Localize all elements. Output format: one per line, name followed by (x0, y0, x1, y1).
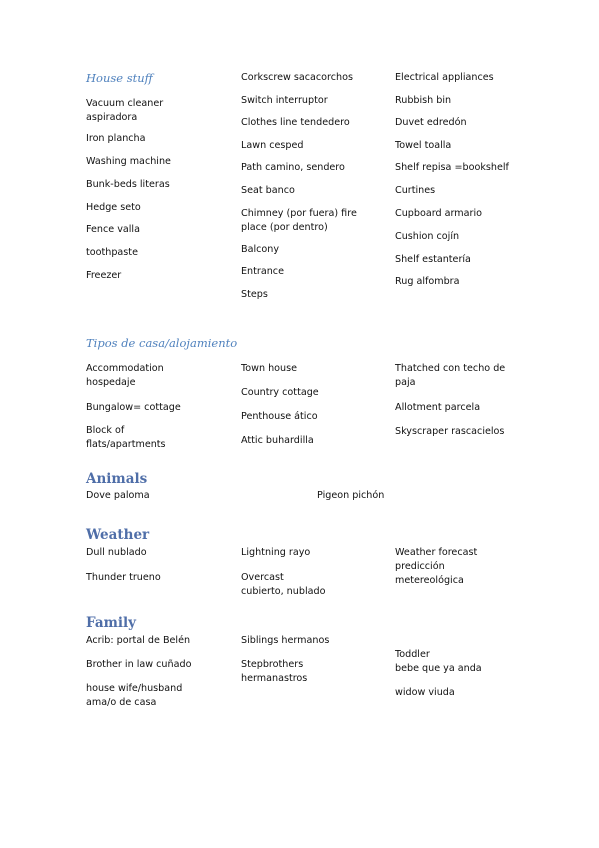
list-item: Thatched con techo de paja (395, 363, 506, 388)
list-item: Path camino, sendero (241, 162, 345, 173)
list-item: Attic buhardilla (241, 435, 314, 446)
list-item: Freezer (86, 270, 122, 281)
list-item: Corkscrew sacacorchos (241, 72, 354, 83)
list-item: Lightning rayo (241, 547, 311, 558)
animals-heading: Animals (86, 471, 148, 487)
list-item: Acrib: portal de Belén (86, 635, 191, 646)
list-item: Clothes line tendedero (241, 117, 350, 128)
house-stuff-heading: House stuff (86, 71, 153, 85)
list-item: Washing machine (86, 156, 171, 167)
list-item: Stepbrothers hermanastros (241, 659, 308, 684)
list-item: Switch interruptor (241, 95, 328, 106)
list-item: Dull nublado (86, 547, 147, 558)
list-item: Skyscraper rascacielos (395, 426, 505, 437)
list-item: Cupboard armario (395, 208, 482, 219)
list-item: toothpaste (86, 247, 138, 258)
list-item: Electrical appliances (395, 72, 494, 83)
list-item: Allotment parcela (395, 402, 481, 413)
weather-heading: Weather (86, 527, 150, 543)
family-heading: Family (86, 615, 136, 631)
list-item: Dove paloma (86, 490, 150, 501)
list-item: Rug alfombra (395, 276, 460, 287)
list-item: Toddler bebe que ya anda (395, 649, 482, 674)
list-item: Duvet edredón (395, 117, 467, 128)
list-item: Overcast cubierto, nublado (241, 572, 326, 597)
list-item: Rubbish bin (395, 95, 452, 106)
list-item: Lawn cesped (241, 140, 304, 151)
list-item: Pigeon pichón (317, 490, 385, 501)
list-item: Accommodation hospedaje (86, 363, 164, 388)
list-item: Chimney (por fuera) fire place (por dentro) (241, 208, 357, 233)
list-item: Thunder trueno (86, 572, 161, 583)
list-item: Iron plancha (86, 133, 146, 144)
list-item: house wife/husband ama/o de casa (86, 683, 183, 708)
list-item: Penthouse ático (241, 411, 318, 422)
list-item: Bunk-beds literas (86, 179, 170, 190)
list-item: Shelf repisa =bookshelf (395, 162, 509, 173)
list-item: Block of flats/apartments (86, 425, 166, 450)
list-item: Brother in law cuñado (86, 659, 192, 670)
list-item: Shelf estantería (395, 254, 471, 265)
list-item: Balcony (241, 244, 280, 255)
list-item: Cushion cojín (395, 231, 460, 242)
list-item: Town house (241, 363, 298, 374)
list-item: Weather forecast predicción metereológica (395, 547, 478, 586)
list-item: Country cottage (241, 387, 319, 398)
list-item: Fence valla (86, 224, 140, 235)
tipos-heading: Tipos de casa/alojamiento (86, 336, 238, 350)
list-item: Siblings hermanos (241, 635, 330, 646)
list-item: Vacuum cleaner aspiradora (86, 98, 164, 123)
list-item: widow viuda (395, 687, 455, 698)
list-item: Entrance (241, 266, 284, 277)
list-item: Bungalow= cottage (86, 402, 181, 413)
list-item: Steps (241, 289, 268, 300)
list-item: Towel toalla (395, 140, 452, 151)
list-item: Seat banco (241, 185, 295, 196)
list-item: Hedge seto (86, 202, 141, 213)
list-item: Curtines (395, 185, 436, 196)
